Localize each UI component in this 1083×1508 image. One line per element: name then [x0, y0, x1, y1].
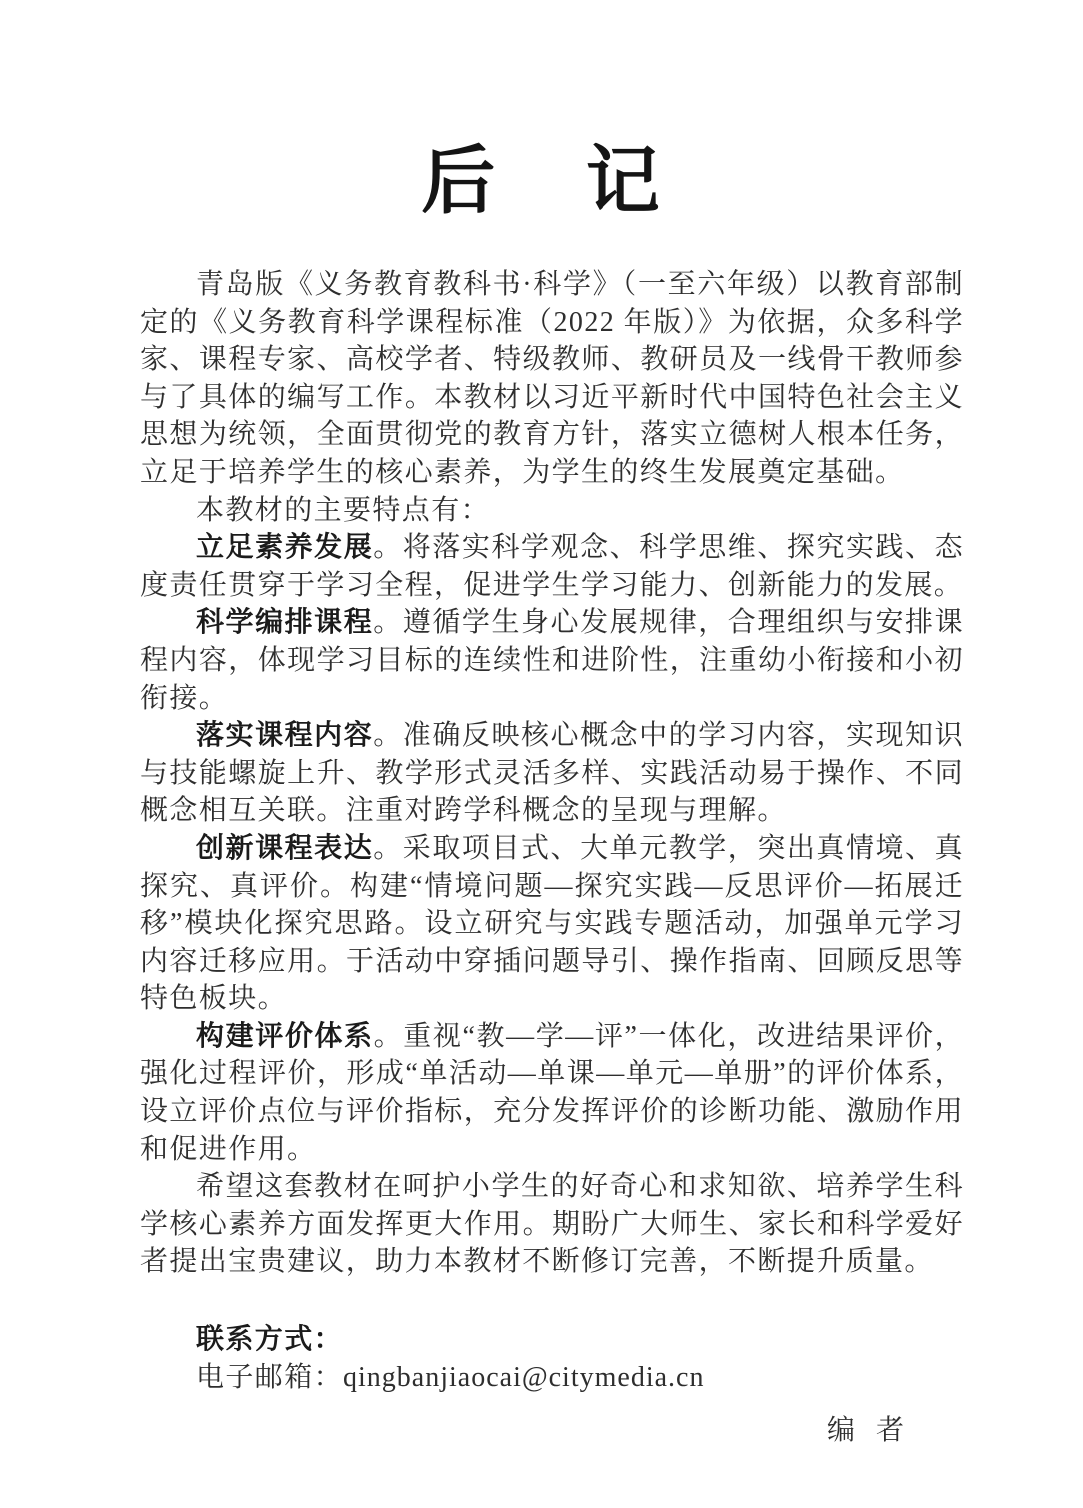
- paragraph-lead: 科学编排课程: [196, 607, 374, 639]
- contact-section: [140, 1321, 964, 1396]
- paragraph-text: 希望这套教材在呵护小学生的好奇心和求知欲、培养学生科学核心素养方面发挥更大作用。期盼广大师生、家长和科学爱好者提出宝贵建议，助力本教材不断修订完善，不断提升质量。: [140, 1171, 964, 1278]
- email-label: 电子邮箱：: [196, 1361, 344, 1393]
- paragraph-text: 。遵循学生身心发展规律，合理组织与安排课程内容，体现学习目标的连续性和进阶性，注重幼小衔接和小初衔接。: [140, 607, 964, 714]
- signature: 编 者: [826, 1415, 906, 1447]
- contact-label: 联系方式：: [196, 1324, 344, 1356]
- paragraph: [140, 1168, 964, 1281]
- paragraph-text: 。采取项目式、大单元教学，突出真情境、真探究、真评价。构建“情境问题—探究实践—反思评价—拓展迁移”模块化探究思路。设立研究与实践专题活动，加强单元学习内容迁移应用。于活动中穿插问题导引、操作指南、回顾反思等特色板块。: [140, 832, 964, 1015]
- paragraph: [140, 492, 964, 530]
- paragraph-lead: 落实课程内容: [196, 720, 374, 752]
- paragraph-text: 。将落实科学观念、科学思维、探究实践、态度责任贯穿于学习全程，促进学生学习能力、创新能力的发展。: [140, 532, 964, 601]
- paragraph-lead: 构建评价体系: [196, 1020, 374, 1052]
- paragraph-lead: 立足素养发展: [196, 532, 374, 564]
- paragraph: [140, 266, 964, 492]
- afterword-body: [140, 266, 964, 1450]
- paragraph: [140, 1018, 964, 1168]
- email-address: qingbanjiaocai@citymedia.cn: [343, 1361, 705, 1393]
- paragraph-text: 。重视“教—学—评”一体化，改进结果评价，强化过程评价，形成“单活动—单课—单元—单册”的评价体系，设立评价点位与评价指标，充分发挥评价的诊断功能、激励作用和促进作用。: [140, 1020, 964, 1165]
- paragraph-text: 青岛版《义务教育教科书·科学》（一至六年级）以教育部制定的《义务教育科学课程标准（2022 年版）》为依据，众多科学家、课程专家、高校学者、特级教师、教研员及一线骨干教师参与了具体的编写工作。本教材以习近平新时代中国特色社会主义思想为统领，全面贯彻党的教育方针，落实立德树人根本任务，立足于培养学生的核心素养，为学生的终生发展奠定基础。: [140, 269, 964, 488]
- paragraph-lead: 创新课程表达: [196, 832, 374, 864]
- paragraph-text: 本教材的主要特点有：: [196, 494, 491, 526]
- paragraph: [140, 529, 964, 604]
- paragraph-container: [140, 266, 964, 1281]
- paragraph: [140, 717, 964, 830]
- paragraph: [140, 604, 964, 717]
- paragraph-text: 。准确反映核心概念中的学习内容，实现知识与技能螺旋上升、教学形式灵活多样、实践活动易于操作、不同概念相互关联。注重对跨学科概念的呈现与理解。: [140, 720, 964, 827]
- paragraph: [140, 830, 964, 1018]
- page-title: 后 记: [421, 141, 662, 223]
- contact-email-line: [140, 1359, 964, 1397]
